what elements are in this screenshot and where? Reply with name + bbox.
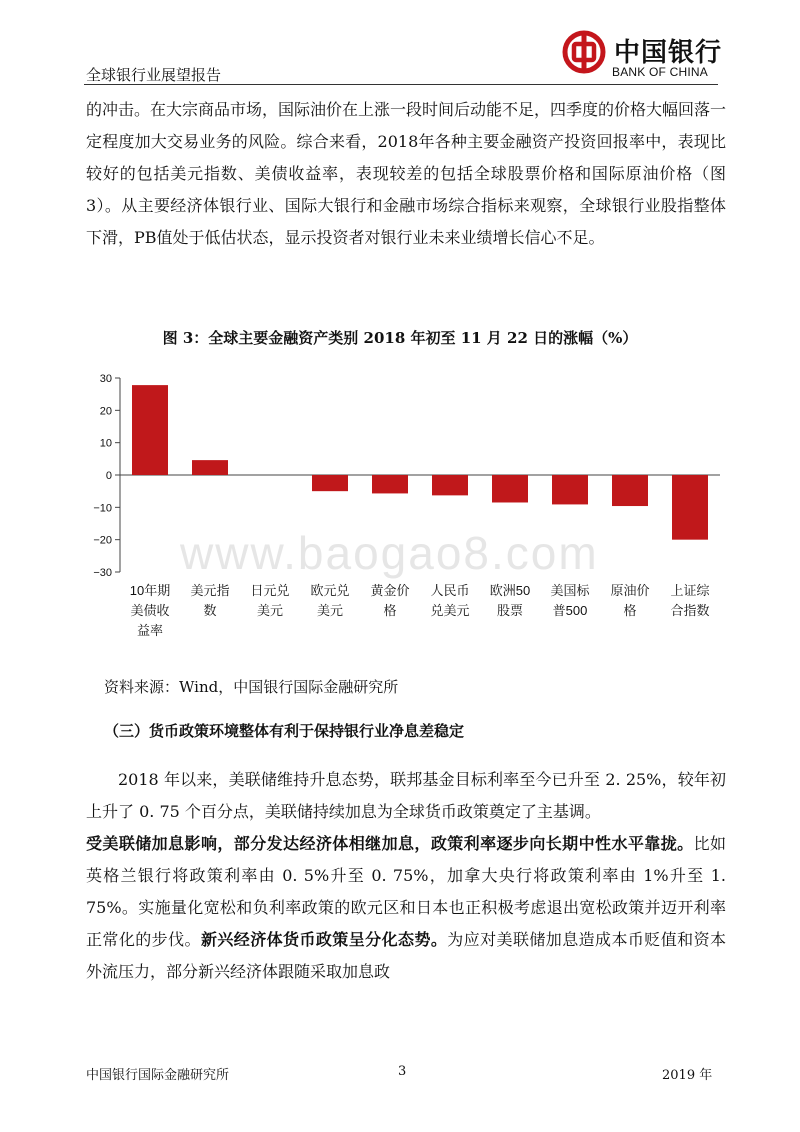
y-tick-label: 0	[105, 470, 112, 482]
x-tick-label: 格	[383, 603, 397, 618]
report-title: 全球银行业展望报告	[86, 66, 222, 84]
footer-org: 中国银行国际金融研究所	[86, 1068, 230, 1083]
page-number: 3	[398, 1064, 407, 1079]
x-tick-label: 益率	[136, 623, 164, 638]
x-tick-label: 数	[203, 603, 217, 618]
logo-text-en: BANK OF CHINA	[612, 65, 708, 79]
x-tick-label: 美元指	[190, 583, 230, 598]
x-tick-label: 上证综	[670, 583, 710, 598]
body-paragraph-2	[86, 828, 726, 988]
body-paragraph-1: 2018 年以来，美联储维持升息态势，联邦基金目标利率至今已升至 2. 25%，较年初上升了 0. 75 个百分点，美联储持续加息为全球货币政策奠定了主基调。	[86, 770, 726, 821]
x-tick-label: 美债收	[130, 603, 170, 618]
bar	[432, 475, 468, 495]
y-tick-label: −10	[93, 502, 112, 515]
figure-source: 资料来源：Wind，中国银行国际金融研究所	[104, 678, 399, 696]
section-heading: （三）货币政策环境整体有利于保持银行业净息差稳定	[104, 722, 465, 740]
x-tick-label: 格	[623, 603, 637, 618]
bank-logo	[560, 28, 730, 84]
bank-of-china-logo-icon	[562, 30, 606, 74]
body-highlight-2: 新兴经济体货币政策呈分化态势。	[200, 930, 448, 949]
logo-text-cn: 中国银行	[614, 38, 723, 68]
x-tick-label: 美国标	[550, 583, 590, 598]
y-tick-label: 20	[99, 405, 112, 418]
figure-title: 图 3：全球主要金融资产类别 2018 年初至 11 月 22 日的涨幅（%）	[162, 329, 638, 347]
x-tick-label: 欧洲50	[489, 583, 531, 598]
body-text-2: 比如英格兰银行将政策利率由 0. 5%升至 0. 75%，加拿大央行将政策利率由 1%升至 1. 75%。实施量化宽松和负利率政策的欧元区和日本也正积极考虑退出宽松政策并迈开利率正常化的步伐。	[86, 834, 726, 949]
x-tick-label: 美元	[256, 603, 284, 618]
bar	[312, 475, 348, 491]
x-tick-label: 欧元兑	[310, 583, 350, 598]
x-tick-label: 日元兑	[250, 583, 290, 598]
y-tick-label: 10	[99, 437, 112, 450]
bar	[132, 385, 168, 475]
bar	[192, 460, 228, 475]
x-tick-label: 合指数	[670, 603, 710, 618]
x-tick-label: 股票	[496, 603, 524, 618]
body-highlight-1: 受美联储加息影响，部分发达经济体相继加息，政策利率逐步向长期中性水平靠拢。	[86, 834, 694, 853]
x-tick-label: 人民币	[430, 583, 470, 598]
y-tick-label: −20	[93, 534, 112, 547]
x-tick-label: 黄金价	[370, 583, 410, 598]
x-tick-label: 兑美元	[430, 603, 470, 618]
footer-year: 2019 年	[662, 1068, 713, 1083]
intro-text: 的冲击。在大宗商品市场，国际油价在上涨一段时间后动能不足，四季度的价格大幅回落一定程度加大交易业务的风险。综合来看，2018年各种主要金融资产投资回报率中，表现比较好的包括美元指数、美债收益率，表现较差的包括全球股票价格和国际原油价格（图3）。从主要经济体银行业、国际大银行和金融市场综合指标来观察，全球银行业股指整体下滑，PB值处于低估状态，显示投资者对银行业未来业绩增长信心不足。	[86, 100, 727, 247]
y-tick-label: 30	[99, 373, 112, 385]
x-tick-label: 原油价	[610, 583, 650, 598]
intro-paragraph	[86, 94, 726, 254]
watermark: www.baogao8.com	[180, 527, 599, 579]
body-text-3: 为应对美联储加息造成本币贬值和资本外流压力，部分新兴经济体跟随采取加息政	[86, 930, 726, 981]
bar-chart	[88, 362, 728, 662]
bar	[552, 475, 588, 504]
header-divider	[84, 84, 718, 85]
x-tick-label: 美元	[316, 603, 344, 618]
x-tick-label: 普500	[552, 603, 588, 618]
x-tick-label: 10年期	[129, 583, 171, 598]
bar	[672, 475, 708, 540]
bar	[492, 475, 528, 502]
y-tick-label: −30	[93, 567, 112, 579]
bar	[612, 475, 648, 506]
body-text	[86, 764, 726, 988]
bar	[372, 475, 408, 493]
